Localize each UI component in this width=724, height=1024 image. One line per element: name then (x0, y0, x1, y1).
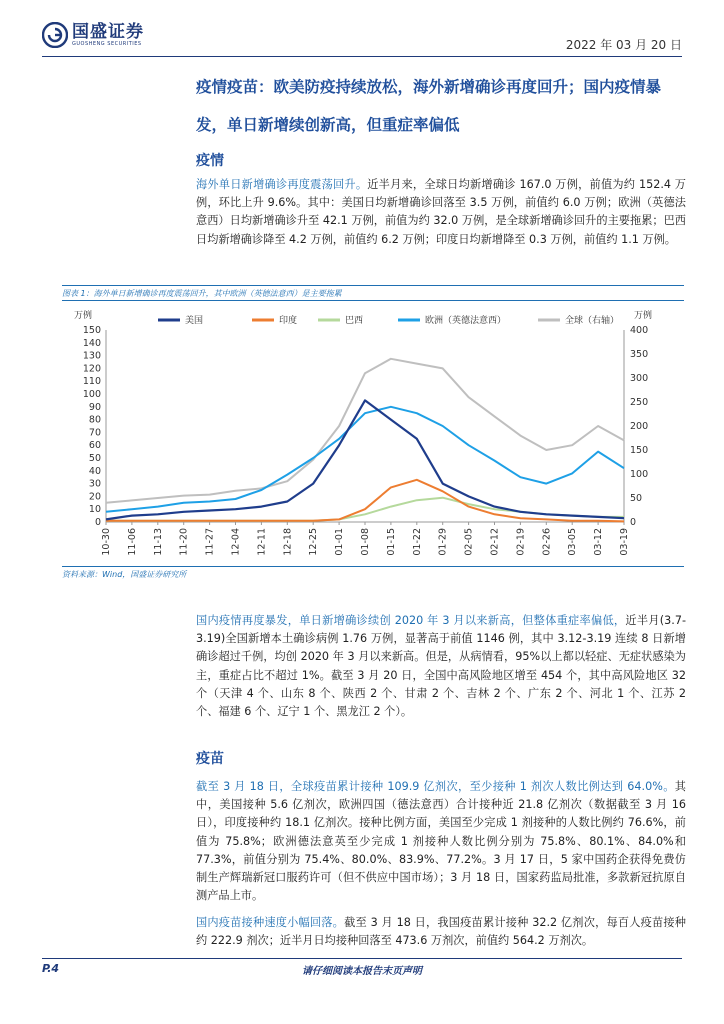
x-tick-label: 12-11 (256, 528, 268, 556)
paragraph-overseas-cases (196, 176, 686, 249)
paragraph-lead: 国内疫情再度暴发，单日新增确诊续创 2020 年 3 月以来新高，但整体重症率偏低， (196, 614, 626, 627)
paragraph-domestic-cases (196, 612, 686, 721)
y-axis-left-unit: 万例 (74, 311, 93, 321)
x-tick-label: 01-29 (437, 528, 449, 556)
footer-divider (42, 958, 682, 959)
x-tick-label: 01-01 (334, 528, 346, 556)
x-tick-label: 11-20 (178, 528, 190, 556)
logo-subtitle: GUOSHENG SECURITIES (72, 41, 142, 47)
legend-label: 全球（右轴） (565, 316, 620, 326)
page-number: P.4 (42, 962, 60, 975)
y-tick-label-left: 50 (88, 453, 101, 464)
y-tick-label-left: 140 (82, 337, 101, 349)
series-line-4 (106, 359, 624, 503)
section-heading-epidemic: 疫情 (196, 153, 224, 169)
y-tick-label-left: 130 (82, 350, 101, 362)
x-tick-label: 02-26 (541, 528, 553, 556)
series-line-0 (106, 400, 624, 519)
figure-caption: 图表 1：海外单日新增确诊再度震荡回升，其中欧洲（英德法意西）是主要拖累 (62, 285, 684, 301)
y-tick-label-right: 200 (630, 421, 649, 432)
paragraph-lead: 海外单日新增确诊再度震荡回升。 (196, 178, 368, 191)
y-tick-label-left: 60 (88, 440, 101, 452)
y-tick-label-right: 400 (630, 325, 649, 336)
x-tick-label: 01-22 (411, 528, 423, 556)
figure-bottom-rule (62, 566, 684, 567)
y-tick-label-left: 10 (88, 504, 101, 516)
logo-mark-icon (42, 22, 68, 48)
footer-disclaimer: 请仔细阅读本报告末页声明 (302, 966, 422, 977)
x-tick-label: 11-13 (152, 528, 164, 556)
page-header (0, 0, 724, 58)
legend-label: 美国 (185, 316, 204, 326)
paragraph-body: 其中，美国接种 5.6 亿剂次，欧洲四国（德法意西）合计接种近 21.8 亿剂次（数据截至 3 月 16 日），印度接种约 18.1 亿剂次。接种比例方面，美国至少完成 1 剂接种的人数比例约 76.6%，前值为 75.8%；欧洲德法意英至少完成 1 剂接种人数比例分别为 75.8%、80.1%、84.0%和 77.3%，前值分别为 75.4%、80.0%、83.9%、77.2%。3 月 17 日，5 家中国药企获得免费仿制生产辉瑞新冠口服药许可（但不供应中国市场）；3 月 18 日，国家药监局批准，多款新冠抗原自测产品上市。 (196, 780, 686, 903)
y-tick-label-left: 0 (94, 517, 101, 528)
cases-line-chart (62, 302, 684, 567)
paragraph-body: 截至 3 月 18 日，我国疫苗累计接种 32.2 亿剂次，每百人疫苗接种约 222.9 剂次；近半月日均接种回落至 473.6 万剂次，前值约 564.2 万剂次。 (196, 916, 686, 948)
x-tick-label: 01-08 (360, 528, 371, 556)
y-tick-label-left: 100 (82, 389, 101, 400)
y-tick-label-left: 150 (82, 325, 101, 336)
paragraph-body: 近半月(3.7-3.19)全国新增本土确诊病例 1.76 万例，显著高于前值 1146 例，其中 3.12-3.19 连续 8 日新增确诊超过千例，均创 2020 年 3 月以来新高。但是，从病情看，95%以上都以轻症、无症状感染为主，重症占比不超过 1%。截至 3 月 20 日，全国中高风险地区增至 454 个，其中高风险地区 32 个（天津 4 个、山东 8 个、陕西 2 个、甘肃 2 个、吉林 2 个、广东 2 个、河北 1 个、江苏 2 个、福建 6 个、辽宁 1 个、黑龙江 2 个）。 (196, 614, 686, 719)
y-tick-label-left: 70 (88, 427, 101, 439)
x-tick-label: 02-19 (515, 528, 527, 556)
y-tick-label-right: 150 (630, 445, 649, 456)
paragraph-lead: 截至 3 月 18 日，全球疫苗累计接种 109.9 亿剂次，至少接种 1 剂次人数比例达到 64.0%。 (196, 780, 675, 793)
paragraph-global-vaccination (196, 778, 686, 905)
paragraph-domestic-vaccination (196, 914, 686, 950)
y-tick-label-right: 350 (630, 349, 649, 360)
legend-label: 欧洲（英德法意西） (425, 316, 507, 326)
paragraph-lead: 国内疫苗接种速度小幅回落。 (196, 916, 345, 929)
y-tick-label-left: 30 (88, 478, 101, 490)
paragraph-body: 近半月来，全球日均新增确诊 167.0 万例，前值为约 152.4 万例，环比上升 9.6%。其中：美国日均新增确诊回落至 3.5 万例，前值约 6.0 万例；欧洲（英德法意西）日均新增确诊升至 42.1 万例，前值为约 32.0 万例，是全球新增确诊回升的主要拖累；巴西日均新增确诊降至 4.2 万例，前值约 6.2 万例；印度日均新增降至 0.3 万例，前值约 1.1 万例。 (196, 178, 686, 246)
x-tick-label: 12-18 (282, 528, 294, 556)
report-date: 2022 年 03 月 20 日 (565, 38, 682, 52)
logo-text: 国盛证券 (72, 22, 144, 42)
y-tick-label-right: 100 (630, 469, 649, 480)
x-tick-label: 03-12 (593, 528, 605, 556)
y-tick-label-left: 80 (88, 414, 101, 426)
y-tick-label-right: 50 (630, 493, 643, 504)
y-tick-label-left: 120 (82, 363, 101, 375)
y-tick-label-right: 250 (630, 397, 649, 408)
y-tick-label-left: 20 (88, 491, 101, 503)
company-logo (42, 22, 154, 50)
x-tick-label: 03-19 (619, 528, 630, 556)
x-tick-label: 02-05 (463, 528, 475, 556)
x-tick-label: 11-27 (204, 528, 216, 556)
y-tick-label-left: 40 (88, 465, 101, 477)
y-tick-label-right: 0 (630, 517, 637, 528)
figure-source: 资料来源：Wind，国盛证券研究所 (62, 570, 187, 579)
page-title: 疫情疫苗：欧美防疫持续放松，海外新增确诊再度回升；国内疫情暴发，单日新增续创新高，但重症率偏低 (196, 78, 662, 134)
x-tick-label: 10-30 (101, 528, 112, 556)
y-tick-label-right: 300 (630, 373, 649, 384)
y-tick-label-left: 90 (88, 401, 101, 413)
section-heading-vaccine: 疫苗 (196, 751, 224, 767)
x-tick-label: 12-25 (308, 528, 320, 556)
y-tick-label-left: 110 (82, 376, 101, 388)
x-tick-label: 11-06 (126, 528, 138, 556)
x-tick-label: 01-15 (385, 528, 397, 556)
chart-svg (62, 302, 684, 567)
legend-label: 巴西 (345, 316, 364, 326)
y-axis-right-unit: 万例 (634, 311, 653, 321)
x-tick-label: 12-04 (230, 528, 242, 556)
x-tick-label: 03-05 (567, 528, 579, 556)
x-tick-label: 02-12 (489, 528, 501, 556)
header-divider (42, 56, 682, 57)
legend-label: 印度 (279, 316, 298, 326)
